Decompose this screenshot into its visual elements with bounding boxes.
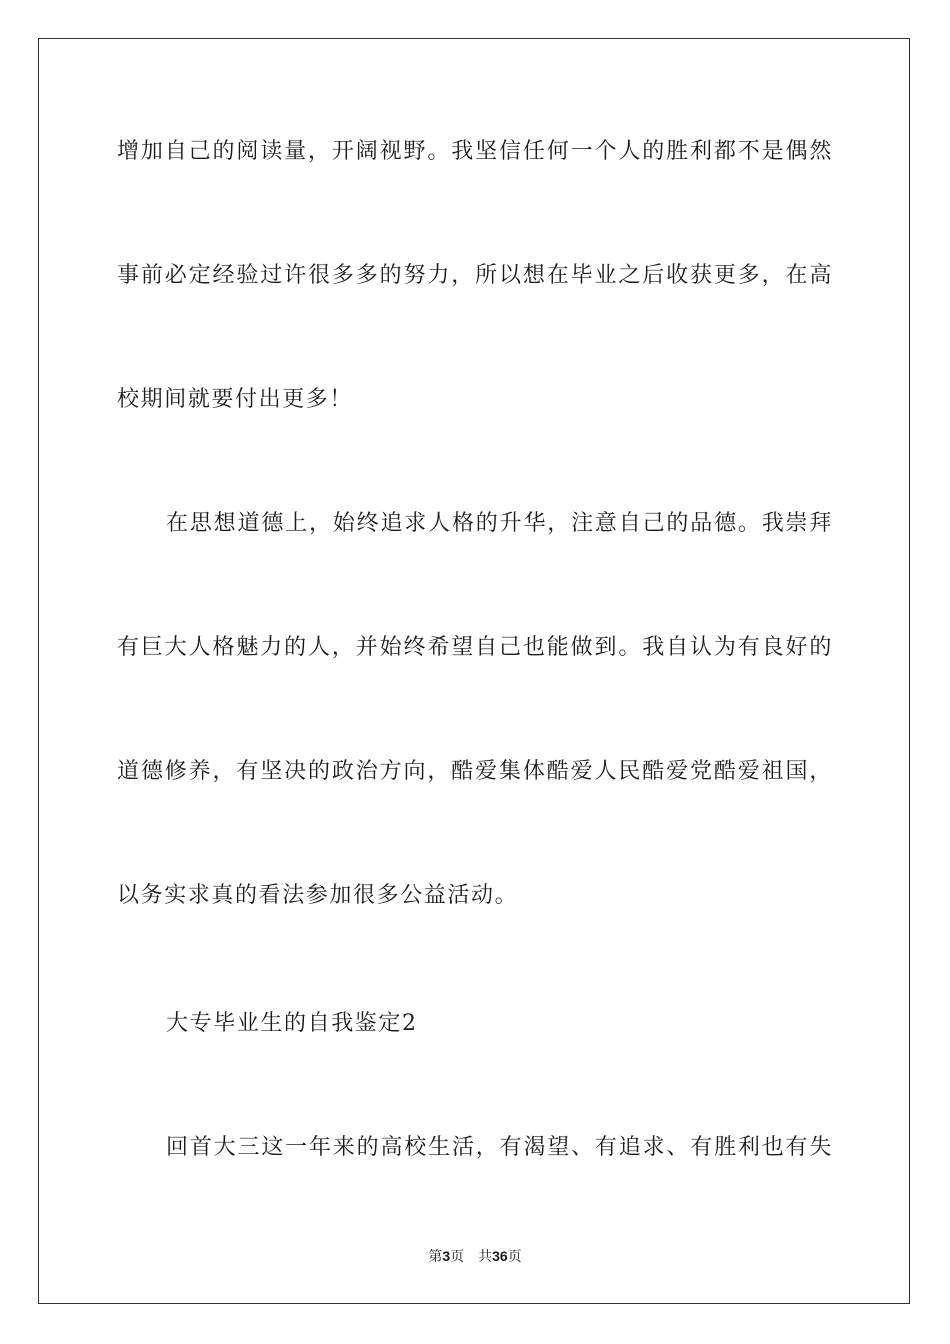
page-footer xyxy=(0,1246,950,1267)
section-heading: 大专毕业生的自我鉴定2 xyxy=(166,1011,418,1036)
paragraph-line: 道德修养，有坚决的政治方向，酷爱集体酷爱人民酷爱党酷爱祖国， xyxy=(117,759,833,784)
paragraph-line: 事前必定经验过许很多多的努力，所以想在毕业之后收获更多，在高 xyxy=(117,263,833,288)
page-current: 3 xyxy=(442,1248,451,1264)
page-total: 36 xyxy=(492,1248,508,1264)
page-border xyxy=(38,38,910,1304)
paragraph-line: 校期间就要付出更多！ xyxy=(117,387,354,412)
total-suffix: 页 xyxy=(507,1249,522,1265)
page-suffix: 页 xyxy=(450,1249,465,1265)
total-prefix: 共 xyxy=(478,1249,493,1265)
paragraph-line: 有巨大人格魅力的人，并始终希望自己也能做到。我自认为有良好的 xyxy=(117,635,833,660)
page-prefix: 第 xyxy=(428,1249,443,1265)
paragraph-line: 在思想道德上，始终追求人格的升华，注意自己的品德。我崇拜 xyxy=(166,511,833,536)
paragraph-line: 以务实求真的看法参加很多公益活动。 xyxy=(117,883,519,908)
paragraph-line: 回首大三这一年来的高校生活，有渴望、有追求、有胜利也有失 xyxy=(166,1135,833,1160)
paragraph-line: 增加自己的阅读量，开阔视野。我坚信任何一个人的胜利都不是偶然 xyxy=(117,139,833,164)
